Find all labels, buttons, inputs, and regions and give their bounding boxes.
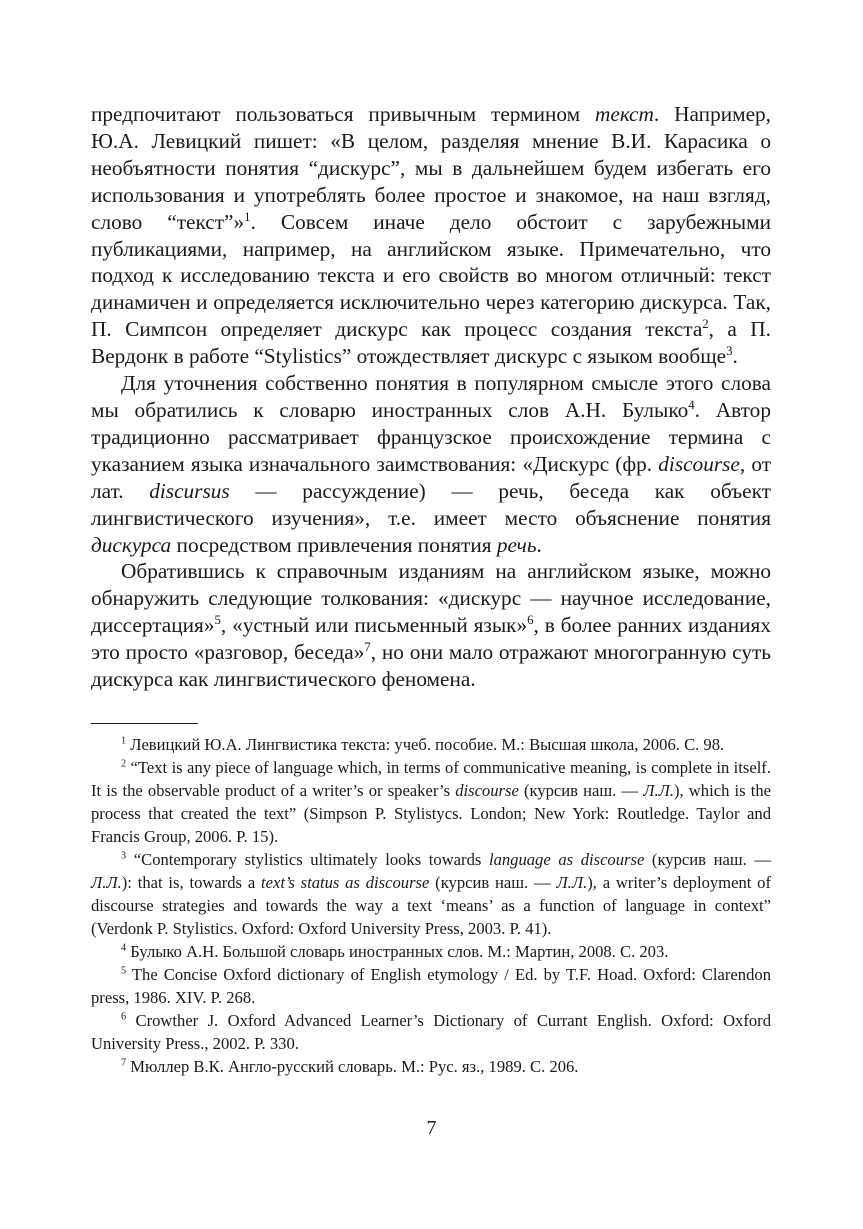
italic-term: текст bbox=[595, 102, 654, 126]
text-run: посредством привлечения понятия bbox=[171, 532, 497, 557]
text-run: предпочитают пользоваться привычным термином bbox=[91, 102, 596, 126]
italic-term: text’s status as discourse bbox=[261, 873, 430, 892]
footnote-text: Мюллер В.К. Англо-русский словарь. М.: Рус. яз., 1989. С. 206. bbox=[130, 1057, 579, 1076]
text-run: . bbox=[732, 344, 738, 369]
footnote-3 bbox=[91, 848, 771, 940]
footnote-number: 7 bbox=[121, 1057, 127, 1069]
text-run: Обратившись к справочным изданиям на английском языке, можно обнаружить следующие толкования: «дискурс — научное исследование, диссертация» bbox=[91, 559, 771, 638]
italic-term: дискурса bbox=[91, 532, 172, 557]
page-number: 7 bbox=[426, 1117, 437, 1139]
footnote-text: ): that is, towards a bbox=[121, 873, 262, 892]
text-run: . bbox=[536, 532, 542, 557]
italic-term: discursus bbox=[149, 478, 230, 503]
footnote-text: The Concise Oxford dictionary of English etymology / Ed. by T.F. Hoad. Oxford: Clarendon press, 1986. XIV. P. 268. bbox=[91, 965, 771, 1007]
text-run: . Автор традиционно рассматривает французское происхождение термина с указанием языка изначального заимствования: «Дискурс (фр. bbox=[91, 397, 771, 476]
footnote-ref[interactable]: 5 bbox=[214, 613, 221, 628]
footnote-number: 1 bbox=[121, 735, 127, 747]
footnote-ref[interactable]: 4 bbox=[688, 397, 695, 412]
footnote-text: “Contemporary stylistics ultimately looks towards bbox=[133, 850, 489, 869]
body-text bbox=[91, 101, 771, 693]
footnote-number: 5 bbox=[121, 965, 127, 977]
footnote-number: 2 bbox=[121, 758, 127, 770]
footnote-number: 6 bbox=[121, 1011, 127, 1023]
footnote-separator bbox=[91, 723, 198, 724]
text-run: , но они мало отражают многогранную суть дискурса как лингвистического феномена. bbox=[91, 640, 771, 692]
text-run: , от лат. bbox=[91, 451, 771, 503]
footnote-text: Булыко А.Н. Большой словарь иностранных слов. М.: Мартин, 2008. С. 203. bbox=[130, 942, 669, 961]
text-run: , «устный или письменный язык» bbox=[220, 613, 528, 638]
footnotes bbox=[91, 733, 771, 1078]
text-run: , а П. Вердонк в работе “Stylistics” отождествляет дискурс с языком вообще bbox=[91, 317, 771, 369]
footnote-ref[interactable]: 7 bbox=[364, 640, 371, 655]
footnote-text: “Text is any piece of language which, in terms of communicative meaning, is complete in itself. It is the observable product of a writer’s or speaker’s bbox=[91, 758, 771, 800]
footnote-5 bbox=[91, 963, 771, 1009]
footnote-text: Левицкий Ю.А. Лингвистика текста: учеб. пособие. М.: Высшая школа, 2006. С. 98. bbox=[130, 735, 725, 754]
footnote-text: (курсив наш. — bbox=[518, 781, 644, 800]
italic-term: Л.Л. bbox=[556, 873, 588, 892]
footnote-ref[interactable]: 3 bbox=[726, 344, 733, 359]
footnote-ref[interactable]: 6 bbox=[527, 613, 534, 628]
italic-term: Л.Л. bbox=[643, 781, 674, 800]
text-run: Для уточнения собственно понятия в популярном смысле этого слова мы обратились к словарю иностранных слов А.Н. Булыко bbox=[91, 371, 771, 422]
text-run: . Совсем иначе дело обстоит с зарубежными публикациями, например, на английском языке. Примечательно, что подход к исследованию текста и его свойств во многом отличный: текст динамичен и определяется исключительно через категорию дискурса. Так, П. Симпсон определяет дискурс как процесс создания текста bbox=[91, 209, 771, 342]
footnote-2 bbox=[91, 756, 771, 848]
italic-term: Л.Л. bbox=[91, 873, 122, 892]
footnote-text: Crowther J. Oxford Advanced Learner’s Dictionary of Currant English. Oxford: Oxford University Press., 2002. P. 330. bbox=[91, 1011, 771, 1053]
footnote-6 bbox=[91, 1009, 771, 1055]
footnote-ref[interactable]: 1 bbox=[244, 209, 251, 224]
footnote-text: ), a writer’s deployment of discourse strategies and towards the way a text ‘means’ as a function of language in context” (Verdonk P. Stylistics. Oxford: Oxford University Press, 2003. P. 41). bbox=[91, 873, 772, 938]
footnote-text: ), which is the process that created the text” (Simpson P. Stylistycs. London; New York: Routledge. Taylor and Francis Group, 2006. P. 15). bbox=[91, 781, 771, 846]
footnote-number: 4 bbox=[121, 942, 127, 954]
italic-term: discourse bbox=[455, 781, 519, 800]
footnote-1 bbox=[91, 733, 771, 756]
paragraph-1 bbox=[91, 101, 771, 370]
footnote-number: 3 bbox=[121, 850, 127, 862]
text-run: — рассуждение) — речь, беседа как объект лингвистического изучения», т.е. имеет место объяснение понятия bbox=[91, 478, 771, 530]
text-run: , в более ранних изданиях это просто «разговор, беседа» bbox=[91, 613, 771, 665]
footnote-4 bbox=[91, 940, 771, 963]
italic-term: discourse bbox=[658, 451, 740, 476]
italic-term: речь bbox=[496, 532, 537, 557]
text-run: . Например, Ю.А. Левицкий пишет: «В целом, разделяя мнение В.И. Карасика о необъятности понятия “дискурс”, мы в дальнейшем будем избегать его использования и употреблять более простое и знакомое, на наш взгляд, слово “текст”» bbox=[91, 102, 772, 234]
footnote-ref[interactable]: 2 bbox=[702, 317, 709, 332]
paragraph-2 bbox=[91, 370, 771, 558]
italic-term: language as discourse bbox=[488, 850, 645, 869]
footnote-text: (курсив наш. — bbox=[429, 873, 557, 892]
footnote-7 bbox=[91, 1055, 771, 1078]
paragraph-3 bbox=[91, 558, 771, 693]
footnote-text: (курсив наш. — bbox=[644, 850, 771, 869]
